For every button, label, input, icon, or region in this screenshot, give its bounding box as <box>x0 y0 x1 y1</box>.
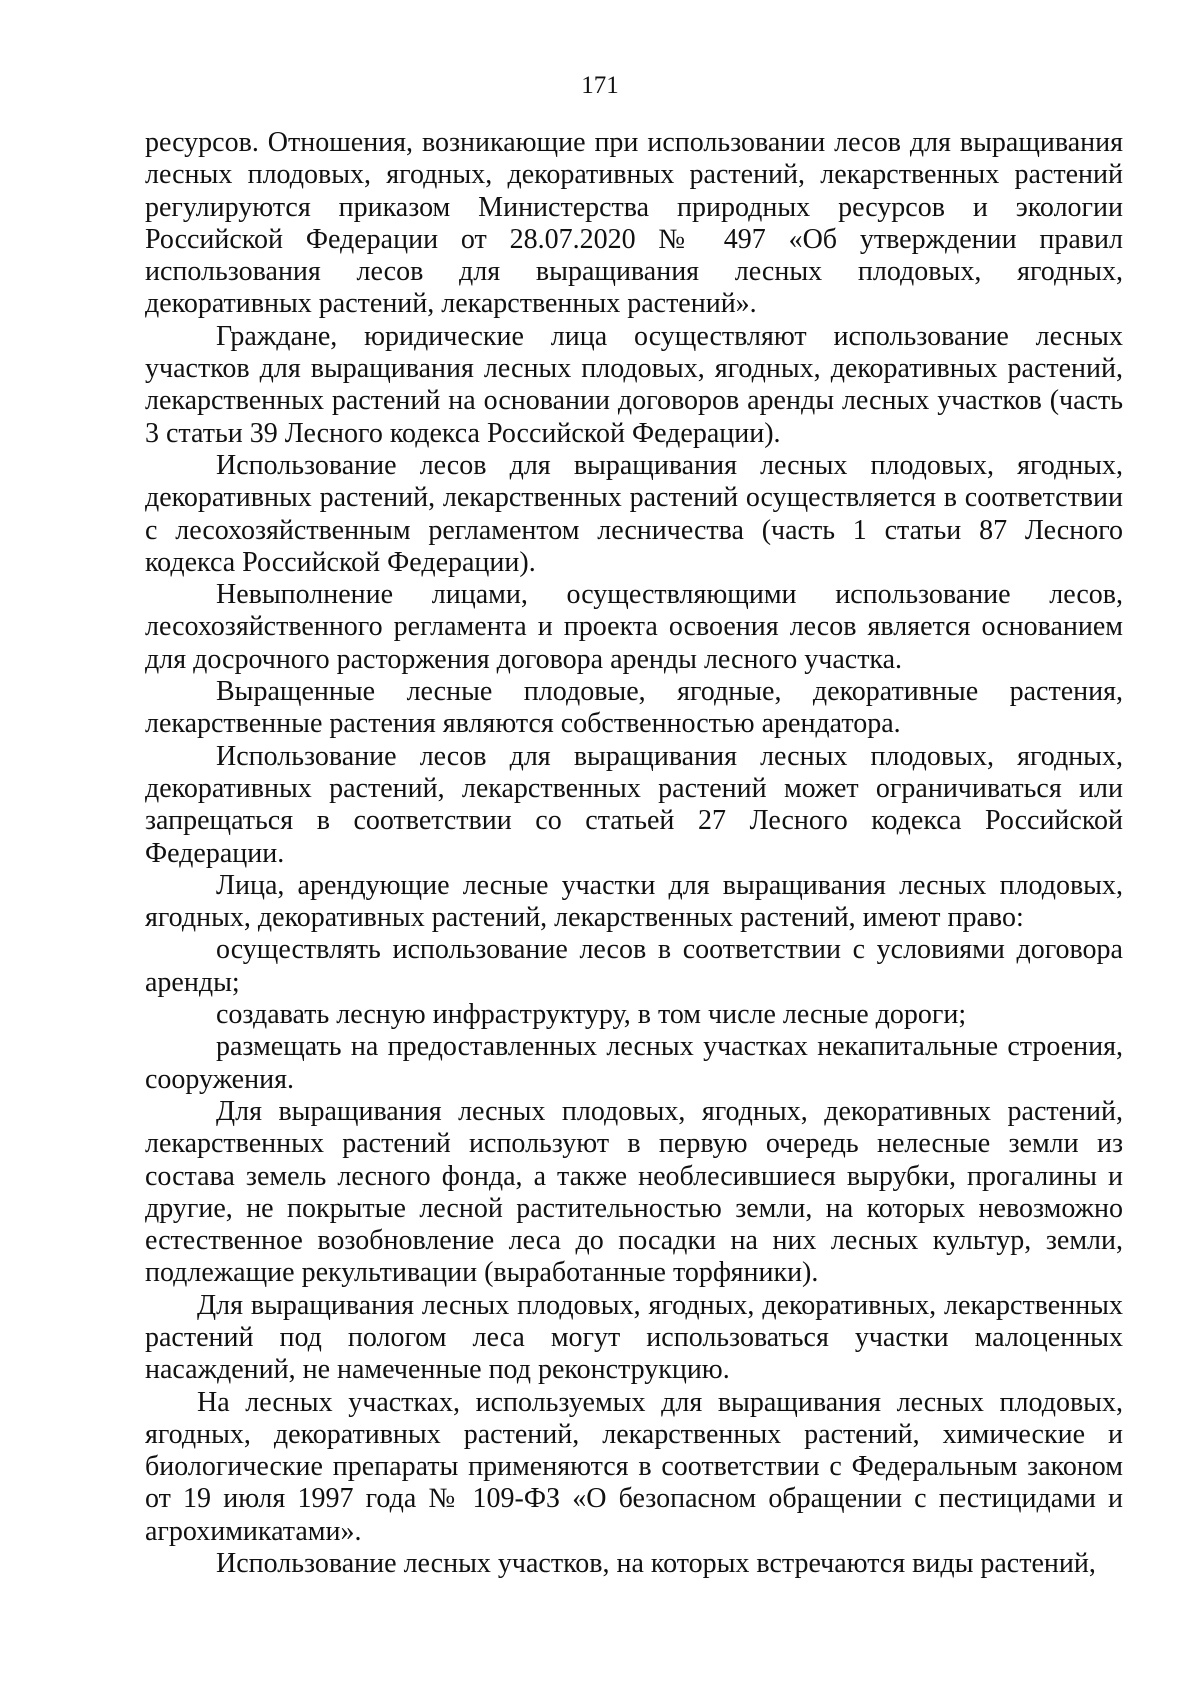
paragraph: Для выращивания лесных плодовых, ягодных, декоративных, лекарственных растений под пологом леса могут использоваться участки малоценных насаждений, не намеченные под реконструкцию. <box>145 1289 1123 1386</box>
paragraph-truncated: Использование лесных участков, на которых встречаются виды растений, <box>216 1548 1096 1580</box>
paragraph: Использование лесов для выращивания лесных плодовых, ягодных, декоративных растений, лекарственных растений может ограничиваться или запрещаться в соответствии со статьей 27 Лесного кодекса Российской Федерации. <box>145 740 1123 869</box>
paragraph: Невыполнение лицами, осуществляющими использование лесов, лесохозяйственного регламента и проекта освоения лесов является основанием для досрочного расторжения договора аренды лесного участка. <box>145 579 1123 675</box>
document-body <box>145 127 1123 1580</box>
paragraph: Для выращивания лесных плодовых, ягодных, декоративных растений, лекарственных растений используют в первую очередь нелесные земли из состава земель лесного фонда, а также необлесившиеся вырубки, прогалины и другие, не покрытые лесной растительностью земли, на которых невозможно естественное возобновление леса до посадки на них лесных культур, земли, подлежащие рекультивации (выработанные торфяники). <box>145 1095 1123 1289</box>
list-item-right: осуществлять использование лесов в соответствии с условиями договора аренды; <box>145 934 1123 998</box>
list-item-right: размещать на предоставленных лесных участках некапитальные строения, сооружения. <box>145 1031 1123 1095</box>
paragraph: Граждане, юридические лица осуществляют использование лесных участков для выращивания лесных плодовых, ягодных, декоративных растений, лекарственных растений на основании договоров аренды лесных участков (часть 3 статьи 39 Лесного кодекса Российской Федерации). <box>145 320 1123 449</box>
paragraph: Лица, арендующие лесные участки для выращивания лесных плодовых, ягодных, декоративных растений, лекарственных растений, имеют право: <box>145 869 1123 934</box>
paragraph: Использование лесов для выращивания лесных плодовых, ягодных, декоративных растений, лекарственных растений осуществляется в соответствии с лесохозяйственным регламентом лесничества (часть 1 статьи 87 Лесного кодекса Российской Федерации). <box>145 449 1123 578</box>
page-number: 171 <box>581 72 619 99</box>
paragraph-continuation: ресурсов. Отношения, возникающие при использовании лесов для выращивания лесных плодовых, ягодных, декоративных растений, лекарственных растений регулируются приказом Министерства природных ресурсов и экологии Российской Федерации от 28.07.2020 № 497 «Об утверждении правил использования лесов для выращивания лесных плодовых, ягодных, декоративных растений, лекарственных растений». <box>145 127 1123 320</box>
list-item-right: создавать лесную инфраструктуру, в том числе лесные дороги; <box>216 999 967 1031</box>
paragraph: Выращенные лесные плодовые, ягодные, декоративные растения, лекарственные растения являются собственностью арендатора. <box>145 676 1123 740</box>
paragraph: На лесных участках, используемых для выращивания лесных плодовых, ягодных, декоративных растений, лекарственных растений, химические и биологические препараты применяются в соответствии с Федеральным законом от 19 июля 1997 года № 109-ФЗ «О безопасном обращении с пестицидами и агрохимикатами». <box>145 1386 1123 1547</box>
